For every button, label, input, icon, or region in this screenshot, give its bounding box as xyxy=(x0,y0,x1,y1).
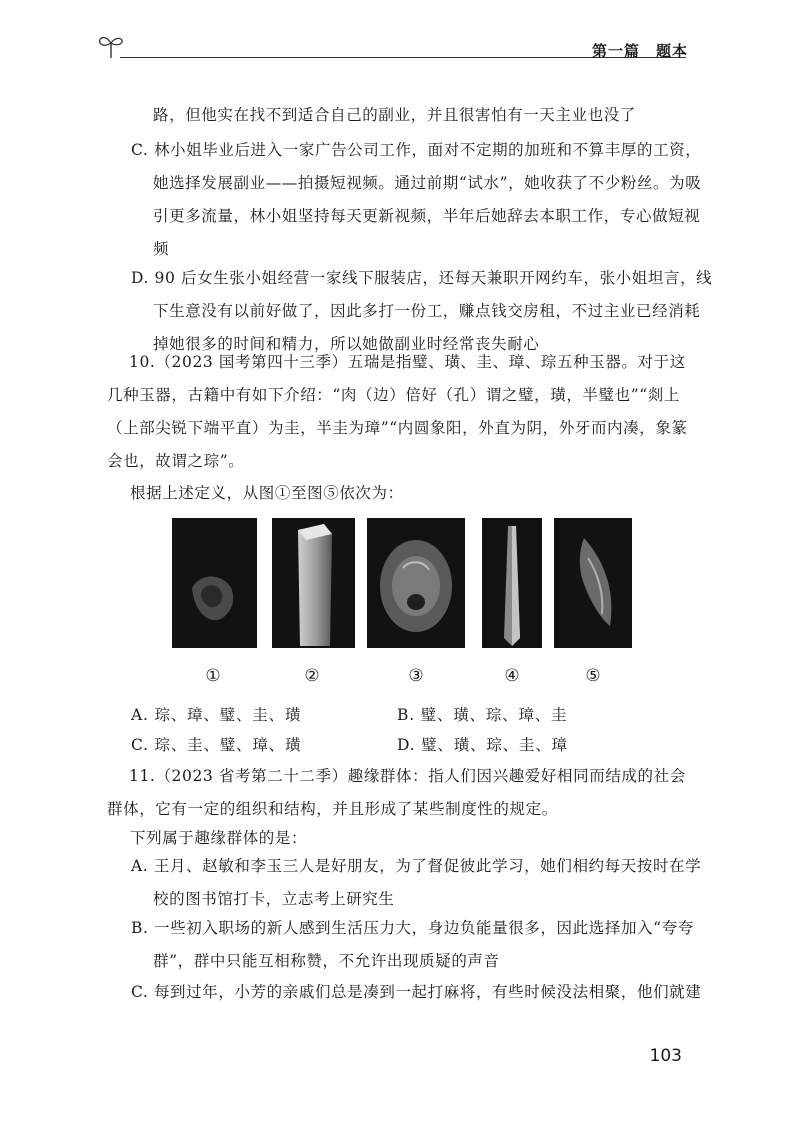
jade-photo-5 xyxy=(554,518,632,648)
jade-photo-1 xyxy=(172,518,257,648)
jade-photo-1-image xyxy=(172,518,257,648)
jade-photo-3-image xyxy=(367,518,465,648)
q10-option-a: A. 琮、璋、璧、圭、璜 xyxy=(131,706,302,724)
jade-photo-4-image xyxy=(482,518,542,648)
q10-stem: 10.（2023 国考第四十三季）五瑞是指璧、璜、圭、璋、琮五种玉器。对于这几种玉器，古籍中有如下介绍：“肉（边）倍好（孔）谓之璧，璜，半璧也”“剡上（上部尖锐下端平直）为圭，半圭为璋”“内圆象阳，外直为阴，外牙而内凑，象篆会也，故谓之琮”。 xyxy=(107,353,688,470)
q10-option-d: D. 璧、璜、琮、圭、璋 xyxy=(397,736,568,754)
jade-photo-5-image xyxy=(554,518,632,648)
q9-option-c: C. 林小姐毕业后进入一家广告公司工作，面对不定期的加班和不算丰厚的工资，她选择发展副业——拍摄短视频。通过前期“试水”，她收获了不少粉丝。为吸引更多流量，林小姐坚持每天更新视频，半年后她辞去本职工作，专心做短视频 xyxy=(131,141,702,258)
q10-prompt: 根据上述定义，从图①至图⑤依次为： xyxy=(130,484,404,502)
q11-option-c: C. 每到过年，小芳的亲戚们总是凑到一起打麻将，有些时候没法相聚，他们就建 xyxy=(131,983,702,1001)
jade-photo-3 xyxy=(367,518,465,648)
jade-photo-4 xyxy=(482,518,542,648)
q11-option-a: A. 王月、赵敏和李玉三人是好朋友，为了督促彼此学习，她们相约每天按时在学校的图书馆打卡，立志考上研究生 xyxy=(131,857,702,908)
q11-option-b: B. 一些初入职场的新人感到生活压力大，身边负能量很多，因此选择加入“夸夸群”，群中只能互相称赞，不允许出现质疑的声音 xyxy=(131,919,694,970)
page-number: 103 xyxy=(649,1046,682,1066)
photo-caption-1: ① xyxy=(205,666,221,686)
jade-photo-2-image xyxy=(272,518,355,648)
q11-prompt: 下列属于趣缘群体的是： xyxy=(130,829,308,847)
running-head: 第一篇 题本 xyxy=(591,42,688,60)
q9-previous-option-end: 路，但他实在找不到适合自己的副业，并且很害怕有一天主业也没了 xyxy=(153,106,637,124)
photo-caption-2: ② xyxy=(304,666,320,686)
q10-option-c: C. 琮、圭、璧、璋、璜 xyxy=(131,736,302,754)
q10-option-b: B. 璧、璜、琮、璋、圭 xyxy=(397,706,568,724)
photo-caption-3: ③ xyxy=(408,666,424,686)
jade-photo-2 xyxy=(272,518,355,648)
photo-caption-4: ④ xyxy=(504,666,520,686)
photo-caption-5: ⑤ xyxy=(585,666,601,686)
q9-option-d: D. 90 后女生张小姐经营一家线下服装店，还每天兼职开网约车，张小姐坦言，线下生意没有以前好做了，因此多打一份工，赚点钱交房租，不过主业已经消耗掉她很多的时间和精力，所以她做副业时经常丧失耐心 xyxy=(131,269,713,353)
q11-stem: 11.（2023 省考第二十二季）趣缘群体：指人们因兴趣爱好相同而结成的社会群体，它有一定的组织和结构，并且形成了某些制度性的规定。 xyxy=(107,767,686,818)
sprout-icon xyxy=(96,30,126,60)
